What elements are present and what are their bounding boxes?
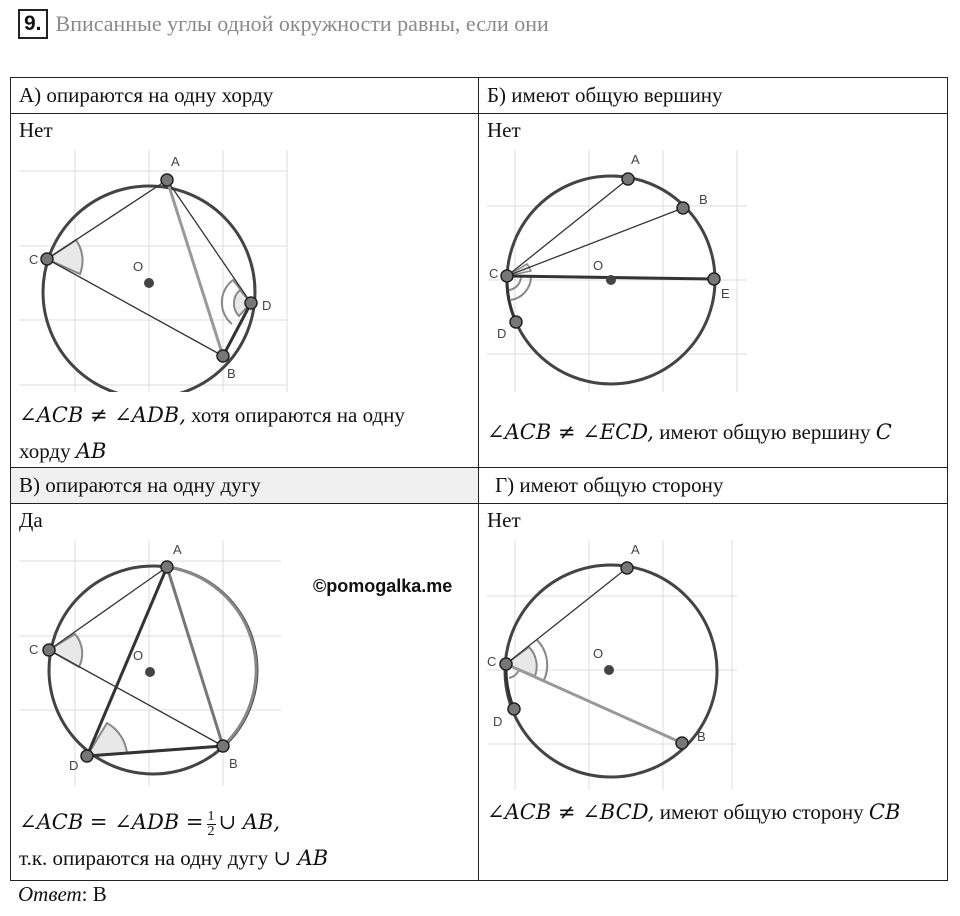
options-table bbox=[10, 77, 948, 881]
point-label-o: O bbox=[133, 648, 144, 663]
answer-label: Ответ bbox=[18, 882, 82, 906]
point-label-c: C bbox=[489, 266, 499, 281]
answer bbox=[18, 882, 107, 907]
point-label-b: B bbox=[227, 366, 236, 381]
point-label-d: D bbox=[497, 326, 507, 341]
point-label-e: E bbox=[721, 286, 730, 301]
option-d-header: Г) имеют общую сторону bbox=[479, 468, 948, 504]
point-label-b: B bbox=[697, 729, 706, 744]
point-label-o: O bbox=[133, 259, 144, 274]
answer-value: : В bbox=[81, 882, 107, 906]
option-b-diagram bbox=[487, 150, 749, 392]
point-label-b: B bbox=[229, 756, 238, 771]
watermark: ©pomogalka.me bbox=[313, 576, 453, 596]
option-b-body bbox=[479, 114, 948, 468]
option-d-body bbox=[479, 504, 948, 881]
point-label-o: O bbox=[593, 646, 604, 661]
option-d-verdict: Нет bbox=[487, 508, 521, 532]
option-a-diagram bbox=[19, 150, 299, 392]
task-number: 9. bbox=[18, 9, 48, 39]
option-a-body bbox=[11, 114, 479, 468]
option-c-verdict: Да bbox=[19, 508, 43, 532]
point-label-d: D bbox=[493, 714, 503, 729]
option-c-header: В) опираются на одну дугу bbox=[11, 468, 479, 504]
option-d-diagram bbox=[487, 540, 741, 790]
point-label-a: A bbox=[171, 154, 180, 169]
point-label-d: D bbox=[262, 298, 272, 313]
option-b-header: Б) имеют общую вершину bbox=[479, 78, 948, 114]
option-a-header: А) опираются на одну хорду bbox=[11, 78, 479, 114]
task-header bbox=[18, 8, 549, 40]
option-b-caption: ∠ACB ≠ ∠ECD, имеют общую вершину C bbox=[487, 420, 892, 444]
point-label-a: A bbox=[631, 542, 640, 557]
point-label-a: A bbox=[631, 152, 640, 167]
option-d-caption: ∠ACB ≠ ∠BCD, имеют общую сторону CB bbox=[487, 800, 901, 824]
point-label-d: D bbox=[69, 758, 79, 773]
point-label-c: C bbox=[29, 642, 39, 657]
option-c-body bbox=[11, 504, 479, 881]
option-c-diagram bbox=[19, 540, 283, 786]
task-statement: Вписанные углы одной окружности равны, если они bbox=[55, 11, 549, 36]
option-a-caption: ∠ACB ≠ ∠ADB, хотя опираются на одну хорду AB bbox=[19, 403, 405, 463]
point-label-c: C bbox=[29, 252, 39, 267]
option-b-verdict: Нет bbox=[487, 118, 521, 142]
point-label-a: A bbox=[173, 542, 182, 557]
point-label-c: C bbox=[487, 654, 497, 669]
point-label-o: O bbox=[593, 258, 604, 273]
option-c-caption: ∠ACB = ∠ADB = $\frac{1}{2}$ ∪ AB, т.к. опираются на одну дугу ∪ AB bbox=[19, 808, 329, 870]
point-label-b: B bbox=[699, 192, 708, 207]
option-a-verdict: Нет bbox=[19, 118, 53, 142]
